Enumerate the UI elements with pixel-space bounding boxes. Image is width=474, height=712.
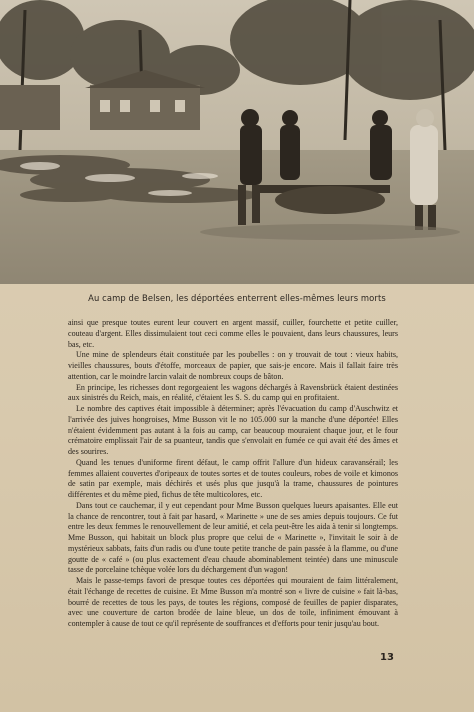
paragraph: Une mine de splendeurs était constituée par les poubelles : on y trouvait de tout : vieux habits, vieilles chaussures, bouts d'étoffe, morceaux de papier, que sais-je encore. Mais il fallait faire très attention, car le moindre larcin valait de nombreux coups de bâton. [68, 350, 398, 381]
article-text [68, 318, 398, 630]
paragraph: Le nombre des captives était impossible à déterminer; après l'évacuation du camp d'Auschwitz et l'arrivée des juives hongroises, Mme Busson vit le no 105.000 sur la manche d'une déportée! Elles n'étaient évidemment pas autant à la fois au camp, car beaucoup mouraient chaque jour, et le four crématoire emplissait l'air de sa puanteur, tandis que s'envolait en fumée ce qui avait été des âmes et des sourires. [68, 404, 398, 456]
paragraph: En principe, les richesses dont regorgeaient les wagons déchargés à Ravensbrück étaient destinées aux sinistrés du Reich, mais, en réalité, c'étaient les S. S. du camp qui en profitaient. [68, 382, 398, 403]
page-number: 13 [380, 652, 394, 663]
paragraph: Mais le passe-temps favori de presque toutes ces déportées qui mouraient de faim littéralement, était l'échange de recettes de cuisine. Et Mme Busson m'a montré son « livre de cuisine » fait là-bas, bourré de recettes de tous les pays, de toutes les régions, composé de feuilles de papier disparates, avec une couverture de carton brodée de laine bleue, un dos de toile, infiniment émouvant à contempler à cause de tout ce qu'il représente de souffrances et d'efforts pour tenir jusqu'au bout. [68, 576, 398, 628]
paragraph: ainsi que presque toutes eurent leur couvert en argent massif, cuiller, fourchette et petite cuiller, couteau d'argent. Elles dissimulaient tout ceci comme elles le pouvaient, dans leurs chaussures, leurs bas, etc. [68, 318, 398, 349]
paragraph: Quand les tenues d'uniforme firent défaut, le camp offrit l'allure d'un hideux caravansérail; les femmes allaient couvertes d'oripeaux de toutes sortes et de toutes couleurs, robes de voile et kimonos de satin par exemple, mais déchirés et usés plus que jusqu'à la trame, chaussures de pointures différentes et du même pied, fichus de tête multicolores, etc. [68, 457, 398, 499]
photo-caption: Au camp de Belsen, les déportées enterrent elles-mêmes leurs morts [88, 293, 386, 303]
belsen-photograph [0, 0, 474, 284]
paragraph: Dans tout ce cauchemar, il y eut cependant pour Mme Busson quelques lueurs apaisantes. Elle eut la chance de rencontrer, tout à fait par hasard, « Marinette » une de ses amies depuis toujours. Ce fut entre les deux femmes le renouvellement de leur amitié, et cela peut-être les aida à tenir si longtemps. Mme Busson, qui habitait un block plus propre que celui de « Marinette », l'invitait le soir à de mystérieux sabbats, faits d'un radis ou d'une toute petite tranche de pain passée à la flamme, ou d'une goutte de « café » (ou plus exactement d'eau chaude abominablement teintée) dans une minuscule tasse de porcelaine tchèque volée lors du déchargement d'un wagon! [68, 500, 398, 575]
photo-illustration [0, 0, 474, 284]
